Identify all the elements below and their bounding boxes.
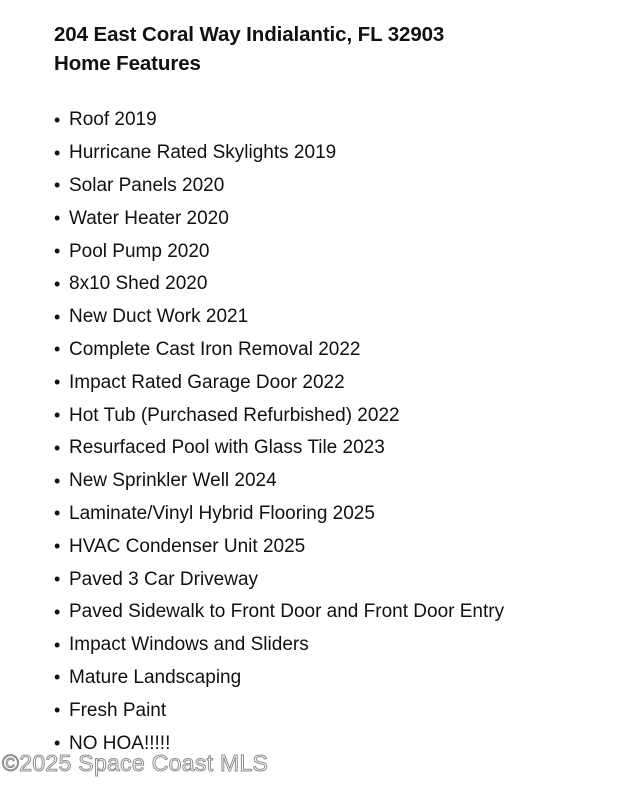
bullet-icon: •	[54, 306, 61, 327]
list-item	[54, 694, 504, 727]
feature-text: Roof 2019	[69, 109, 157, 131]
section-title: Home Features	[54, 52, 201, 75]
feature-text: Hurricane Rated Skylights 2019	[69, 142, 337, 164]
feature-text: Mature Landscaping	[69, 666, 242, 688]
list-item	[54, 137, 504, 170]
bullet-icon: •	[54, 175, 61, 196]
list-item	[54, 170, 504, 203]
feature-text: New Duct Work 2021	[69, 306, 249, 328]
list-item	[54, 235, 504, 268]
feature-text: Paved Sidewalk to Front Door and Front Door Entry	[69, 601, 505, 623]
list-item	[54, 366, 504, 399]
bullet-icon: •	[54, 339, 61, 360]
list-item	[54, 301, 504, 334]
bullet-icon: •	[54, 372, 61, 393]
feature-text: Pool Pump 2020	[69, 240, 210, 262]
list-item	[54, 563, 504, 596]
feature-text: NO HOA!!!!!	[69, 732, 171, 754]
list-item	[54, 530, 504, 563]
bullet-icon: •	[54, 733, 61, 754]
feature-text: Resurfaced Pool with Glass Tile 2023	[69, 437, 385, 459]
bullet-icon: •	[54, 273, 61, 294]
feature-text: 8x10 Shed 2020	[69, 273, 208, 295]
bullet-icon: •	[54, 569, 61, 590]
bullet-icon: •	[54, 241, 61, 262]
list-item	[54, 399, 504, 432]
list-item	[54, 498, 504, 531]
bullet-icon: •	[54, 700, 61, 721]
bullet-icon: •	[54, 601, 61, 622]
property-address: 204 East Coral Way Indialantic, FL 32903	[54, 23, 445, 46]
bullet-icon: •	[54, 142, 61, 163]
list-item	[54, 334, 504, 367]
bullet-icon: •	[54, 667, 61, 688]
list-item	[54, 465, 504, 498]
list-item	[54, 432, 504, 465]
home-features-list	[54, 104, 504, 760]
feature-text: Hot Tub (Purchased Refurbished) 2022	[69, 404, 400, 426]
list-item	[54, 202, 504, 235]
bullet-icon: •	[54, 470, 61, 491]
copyright-watermark: ©2025 Space Coast MLS	[2, 750, 269, 776]
feature-text: Impact Rated Garage Door 2022	[69, 371, 345, 393]
feature-text: Water Heater 2020	[69, 207, 229, 229]
bullet-icon: •	[54, 208, 61, 229]
bullet-icon: •	[54, 405, 61, 426]
list-item	[54, 629, 504, 662]
document-header	[54, 20, 444, 78]
list-item	[54, 268, 504, 301]
bullet-icon: •	[54, 536, 61, 557]
list-item	[54, 596, 504, 629]
feature-text: Complete Cast Iron Removal 2022	[69, 338, 361, 360]
feature-text: HVAC Condenser Unit 2025	[69, 535, 306, 557]
feature-text: New Sprinkler Well 2024	[69, 470, 277, 492]
bullet-icon: •	[54, 437, 61, 458]
feature-text: Fresh Paint	[69, 699, 167, 721]
feature-text: Solar Panels 2020	[69, 174, 225, 196]
feature-text: Laminate/Vinyl Hybrid Flooring 2025	[69, 502, 375, 524]
bullet-icon: •	[54, 634, 61, 655]
bullet-icon: •	[54, 503, 61, 524]
bullet-icon: •	[54, 109, 61, 130]
feature-text: Impact Windows and Sliders	[69, 634, 309, 656]
feature-text: Paved 3 Car Driveway	[69, 568, 259, 590]
list-item	[54, 662, 504, 695]
list-item	[54, 104, 504, 137]
